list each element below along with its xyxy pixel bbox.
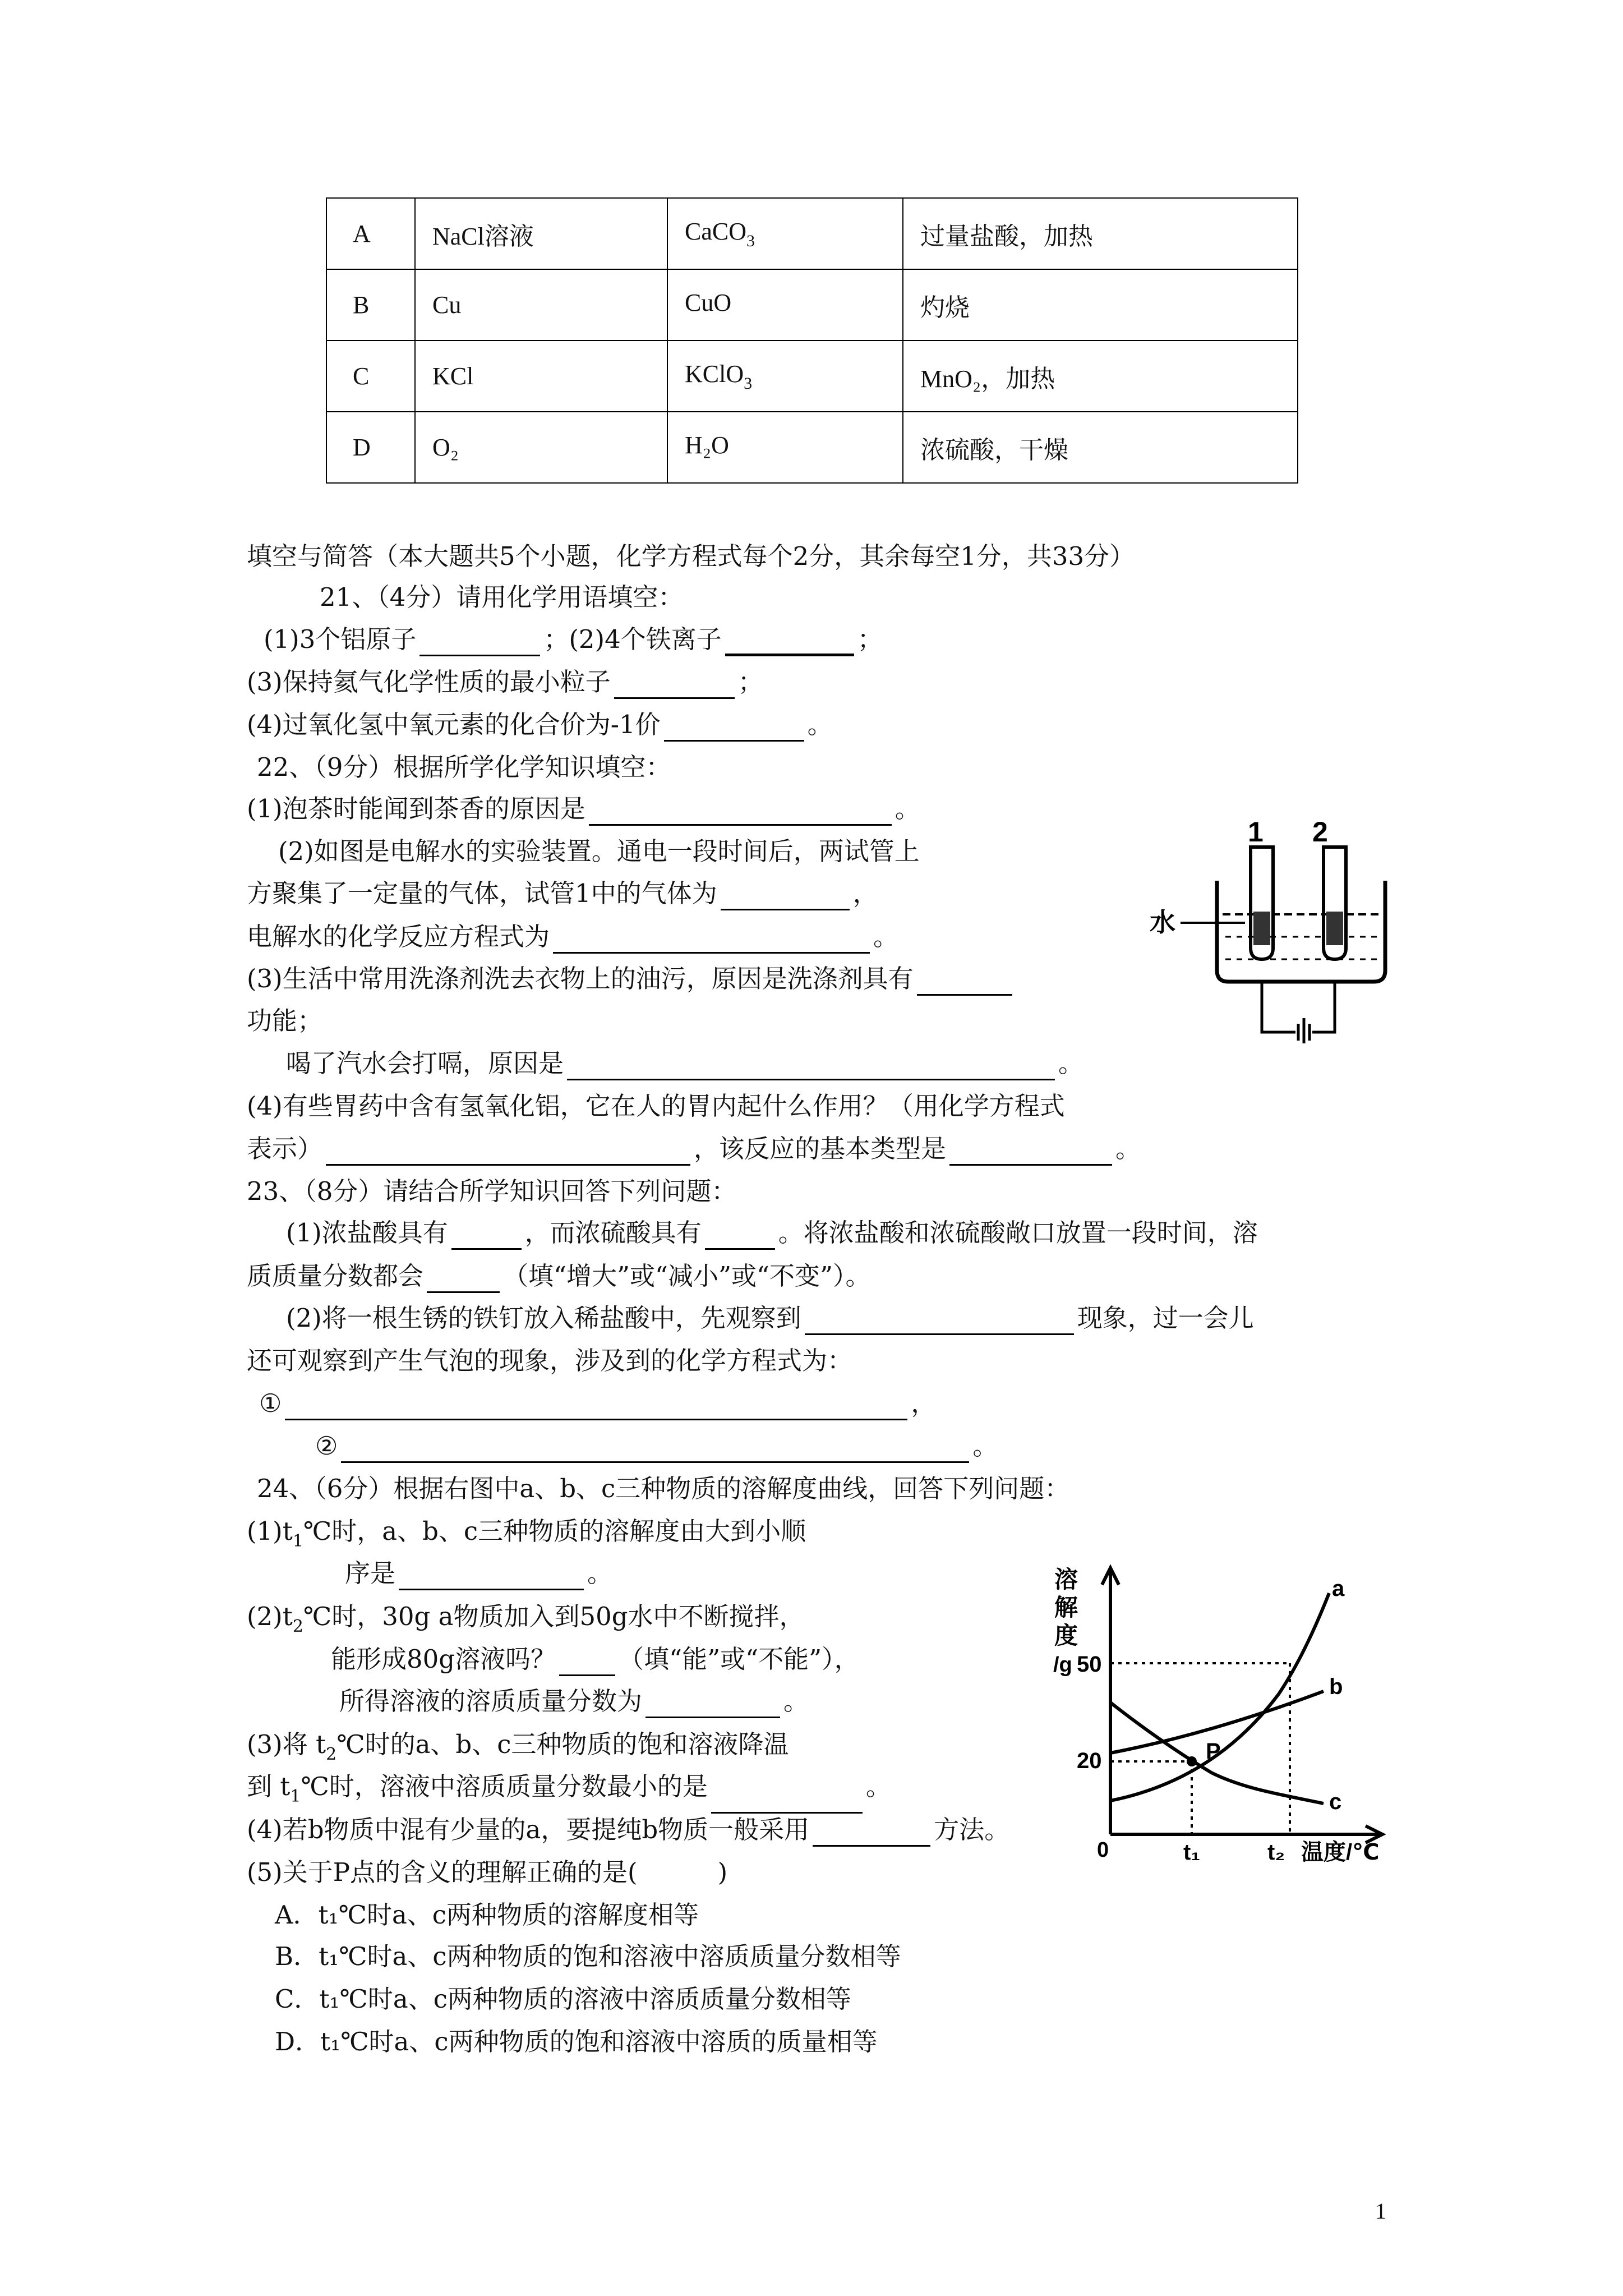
curve-a-label: a [1332, 1576, 1345, 1601]
q22-line9: 表示） ，该反应的基本类型是 。 [247, 1132, 1141, 1166]
q24-line1: $(1)t_1℃$时，a、b、c三种物质的溶解度由大到小顺 [247, 1516, 806, 1551]
curve-c-label: c [1329, 1789, 1342, 1814]
answer-blank[interactable] [664, 715, 804, 742]
answer-blank[interactable] [559, 1650, 615, 1676]
answer-blank[interactable] [341, 1437, 969, 1463]
row-label: D [326, 412, 415, 483]
substance-cell: Cu [415, 269, 667, 341]
answer-blank[interactable] [721, 884, 850, 910]
option-a[interactable]: A．t₁℃时a、c两种物质的溶解度相等 [275, 1900, 699, 1930]
q24-line2: 序是 。 [345, 1557, 612, 1590]
origin-label: 0 [1097, 1838, 1109, 1862]
q22-line4: 电解水的化学反应方程式为 。 [247, 920, 898, 954]
impurity-cell: KClO$_3$ [667, 341, 903, 412]
answer-blank[interactable] [589, 799, 892, 826]
option-c[interactable]: C．t₁℃时a、c两种物质的溶液中溶质质量分数相等 [275, 1984, 851, 2014]
reagent-cell: 浓硫酸，干燥 [903, 412, 1298, 483]
answer-blank[interactable] [813, 1820, 930, 1847]
q22-line8: (4)有些胃药中含有氢氧化铝，它在人的胃内起什么作用？（用化学方程式 [247, 1091, 1065, 1121]
answer-blank[interactable] [399, 1564, 584, 1590]
answer-blank[interactable] [285, 1394, 907, 1420]
electrode-1 [1253, 912, 1270, 945]
q23-line1: (1)浓盐酸具有 ，而浓硫酸具有 。将浓盐酸和浓硫酸敞口放置一段时间，溶 [286, 1216, 1258, 1250]
answer-blank[interactable] [705, 1223, 775, 1250]
reagent-cell: MnO₂，加热 [903, 341, 1298, 412]
answer-blank[interactable] [725, 629, 854, 656]
x-tick-t2: t₂ [1267, 1840, 1285, 1865]
impurity-cell: CaCO$_3$ [667, 198, 903, 269]
table-row [326, 341, 1298, 412]
q22-line2: (2)如图是电解水的实验装置。通电一段时间后，两试管上 [278, 836, 920, 866]
q21-line1: (1)3个铝原子 ；(2)4个铁离子 ； [264, 623, 883, 656]
answer-blank[interactable] [645, 1692, 780, 1718]
q24-line8: (4)若b物质中混有少量的a，要提纯b物质一般采用 方法。 [247, 1813, 1009, 1847]
q24-line9: (5)关于P点的含义的理解正确的是( ) [247, 1857, 728, 1887]
q24-line3: $(2)t_2℃$时，30g a物质加入到50g水中不断搅拌， [247, 1602, 805, 1636]
substance-cell: O₂ [415, 412, 667, 483]
q22-line5: (3)生活中常用洗涤剂洗去衣物上的油污，原因是洗涤剂具有 [247, 962, 1016, 996]
q24-line6: (3)将 $t_2℃$时的a、b、c三种物质的饱和溶液降温 [247, 1729, 789, 1764]
substance-cell: KCl [415, 341, 667, 412]
answer-blank[interactable] [553, 927, 870, 954]
x-tick-t1: t₁ [1183, 1840, 1200, 1865]
q24-line4: 能形成80g溶液吗？ （填“能”或“不能”）， [331, 1642, 860, 1676]
table-row [326, 198, 1298, 269]
y-tick-50: 50 [1077, 1652, 1102, 1677]
option-b[interactable]: B．t₁℃时a、c两种物质的饱和溶液中溶质质量分数相等 [275, 1941, 901, 1971]
row-label: A [326, 198, 415, 269]
point-p-label: P [1206, 1739, 1221, 1764]
q24-line5: 所得溶液的溶质质量分数为 。 [339, 1685, 809, 1718]
q23-equation-1: ① ， [259, 1387, 936, 1420]
water-body [1225, 937, 1377, 959]
answer-blank[interactable] [711, 1787, 863, 1814]
solubility-curve-figure [1043, 1554, 1402, 1868]
electrolysis-apparatus-figure [1133, 802, 1413, 1043]
table-row [326, 412, 1298, 483]
q23-title: 23、（8分）请结合所学知识回答下列问题： [247, 1176, 737, 1206]
y-tick-20: 20 [1077, 1749, 1102, 1773]
answer-blank[interactable] [949, 1139, 1112, 1166]
row-label: C [326, 341, 415, 412]
battery-icon [1298, 1018, 1310, 1043]
water-label: 水 [1150, 908, 1175, 937]
options-table [326, 197, 1298, 484]
answer-blank[interactable] [917, 969, 1012, 996]
curve-b-label: b [1329, 1674, 1343, 1699]
y-axis-label-unit: /g [1053, 1653, 1072, 1677]
y-axis-label-char: 度 [1054, 1622, 1078, 1649]
q22-line1: (1)泡茶时能闻到茶香的原因是 。 [247, 792, 920, 826]
page-number: 1 [1375, 2198, 1386, 2224]
water-trough [1217, 881, 1385, 982]
q23-line4: 还可观察到产生气泡的现象，涉及到的化学方程式为： [247, 1346, 853, 1375]
q22-title: 22、（9分）根据所学化学知识填空： [257, 752, 671, 782]
tube-1-label: 1 [1248, 816, 1264, 848]
x-axis-label: 温度/℃ [1301, 1840, 1380, 1865]
q22-line7: 喝了汽水会打嗝，原因是 。 [286, 1047, 1083, 1080]
q21-line3: (3)保持氦气化学性质的最小粒子 ； [247, 665, 763, 699]
option-d[interactable]: D．t₁℃时a、c两种物质的饱和溶液中溶质的质量相等 [275, 2027, 878, 2056]
answer-blank[interactable] [419, 630, 540, 656]
tube-2-label: 2 [1312, 816, 1328, 848]
row-label: B [326, 269, 415, 341]
answer-blank[interactable] [805, 1309, 1074, 1335]
answer-blank[interactable] [326, 1139, 690, 1166]
q24-line7: 到 $t_1℃$时，溶液中溶质质量分数最小的是 。 [247, 1770, 891, 1814]
q24-title: 24、（6分）根据右图中a、b、c三种物质的溶解度曲线，回答下列问题： [257, 1474, 1070, 1503]
q23-line2: 质质量分数都会 （填“增大”或“减小”或“不变”）。 [247, 1259, 871, 1293]
section-header: 填空与简答（本大题共5个小题，化学方程式每个2分，其余每空1分，共33分） [247, 541, 1135, 571]
y-axis-label-char: 溶 [1054, 1566, 1078, 1593]
q23-equation-2: ② 。 [315, 1429, 998, 1463]
electrode-2 [1326, 912, 1343, 945]
y-axis-label-char: 解 [1054, 1594, 1078, 1621]
reagent-cell: 过量盐酸，加热 [903, 198, 1298, 269]
q21-title: 21、（4分）请用化学用语填空： [320, 582, 684, 612]
q22-line6: 功能； [247, 1006, 323, 1036]
impurity-cell: H₂O [667, 412, 903, 483]
answer-blank[interactable] [451, 1223, 522, 1250]
q23-line3: (2)将一根生锈的铁钉放入稀盐酸中，先观察到 现象，过一会儿 [286, 1301, 1254, 1335]
table-row [326, 269, 1298, 341]
q22-line3: 方聚集了一定量的气体，试管1中的气体为 ， [247, 877, 878, 910]
answer-blank[interactable] [427, 1267, 500, 1293]
answer-blank[interactable] [567, 1054, 1055, 1080]
answer-blank[interactable] [614, 673, 735, 699]
q21-line4: (4)过氧化氢中氧元素的化合价为-1价 。 [247, 708, 833, 742]
point-p [1187, 1756, 1197, 1766]
substance-cell: NaCl溶液 [415, 198, 667, 269]
curve-a [1110, 1593, 1329, 1801]
impurity-cell: CuO [667, 269, 903, 341]
reagent-cell: 灼烧 [903, 269, 1298, 341]
